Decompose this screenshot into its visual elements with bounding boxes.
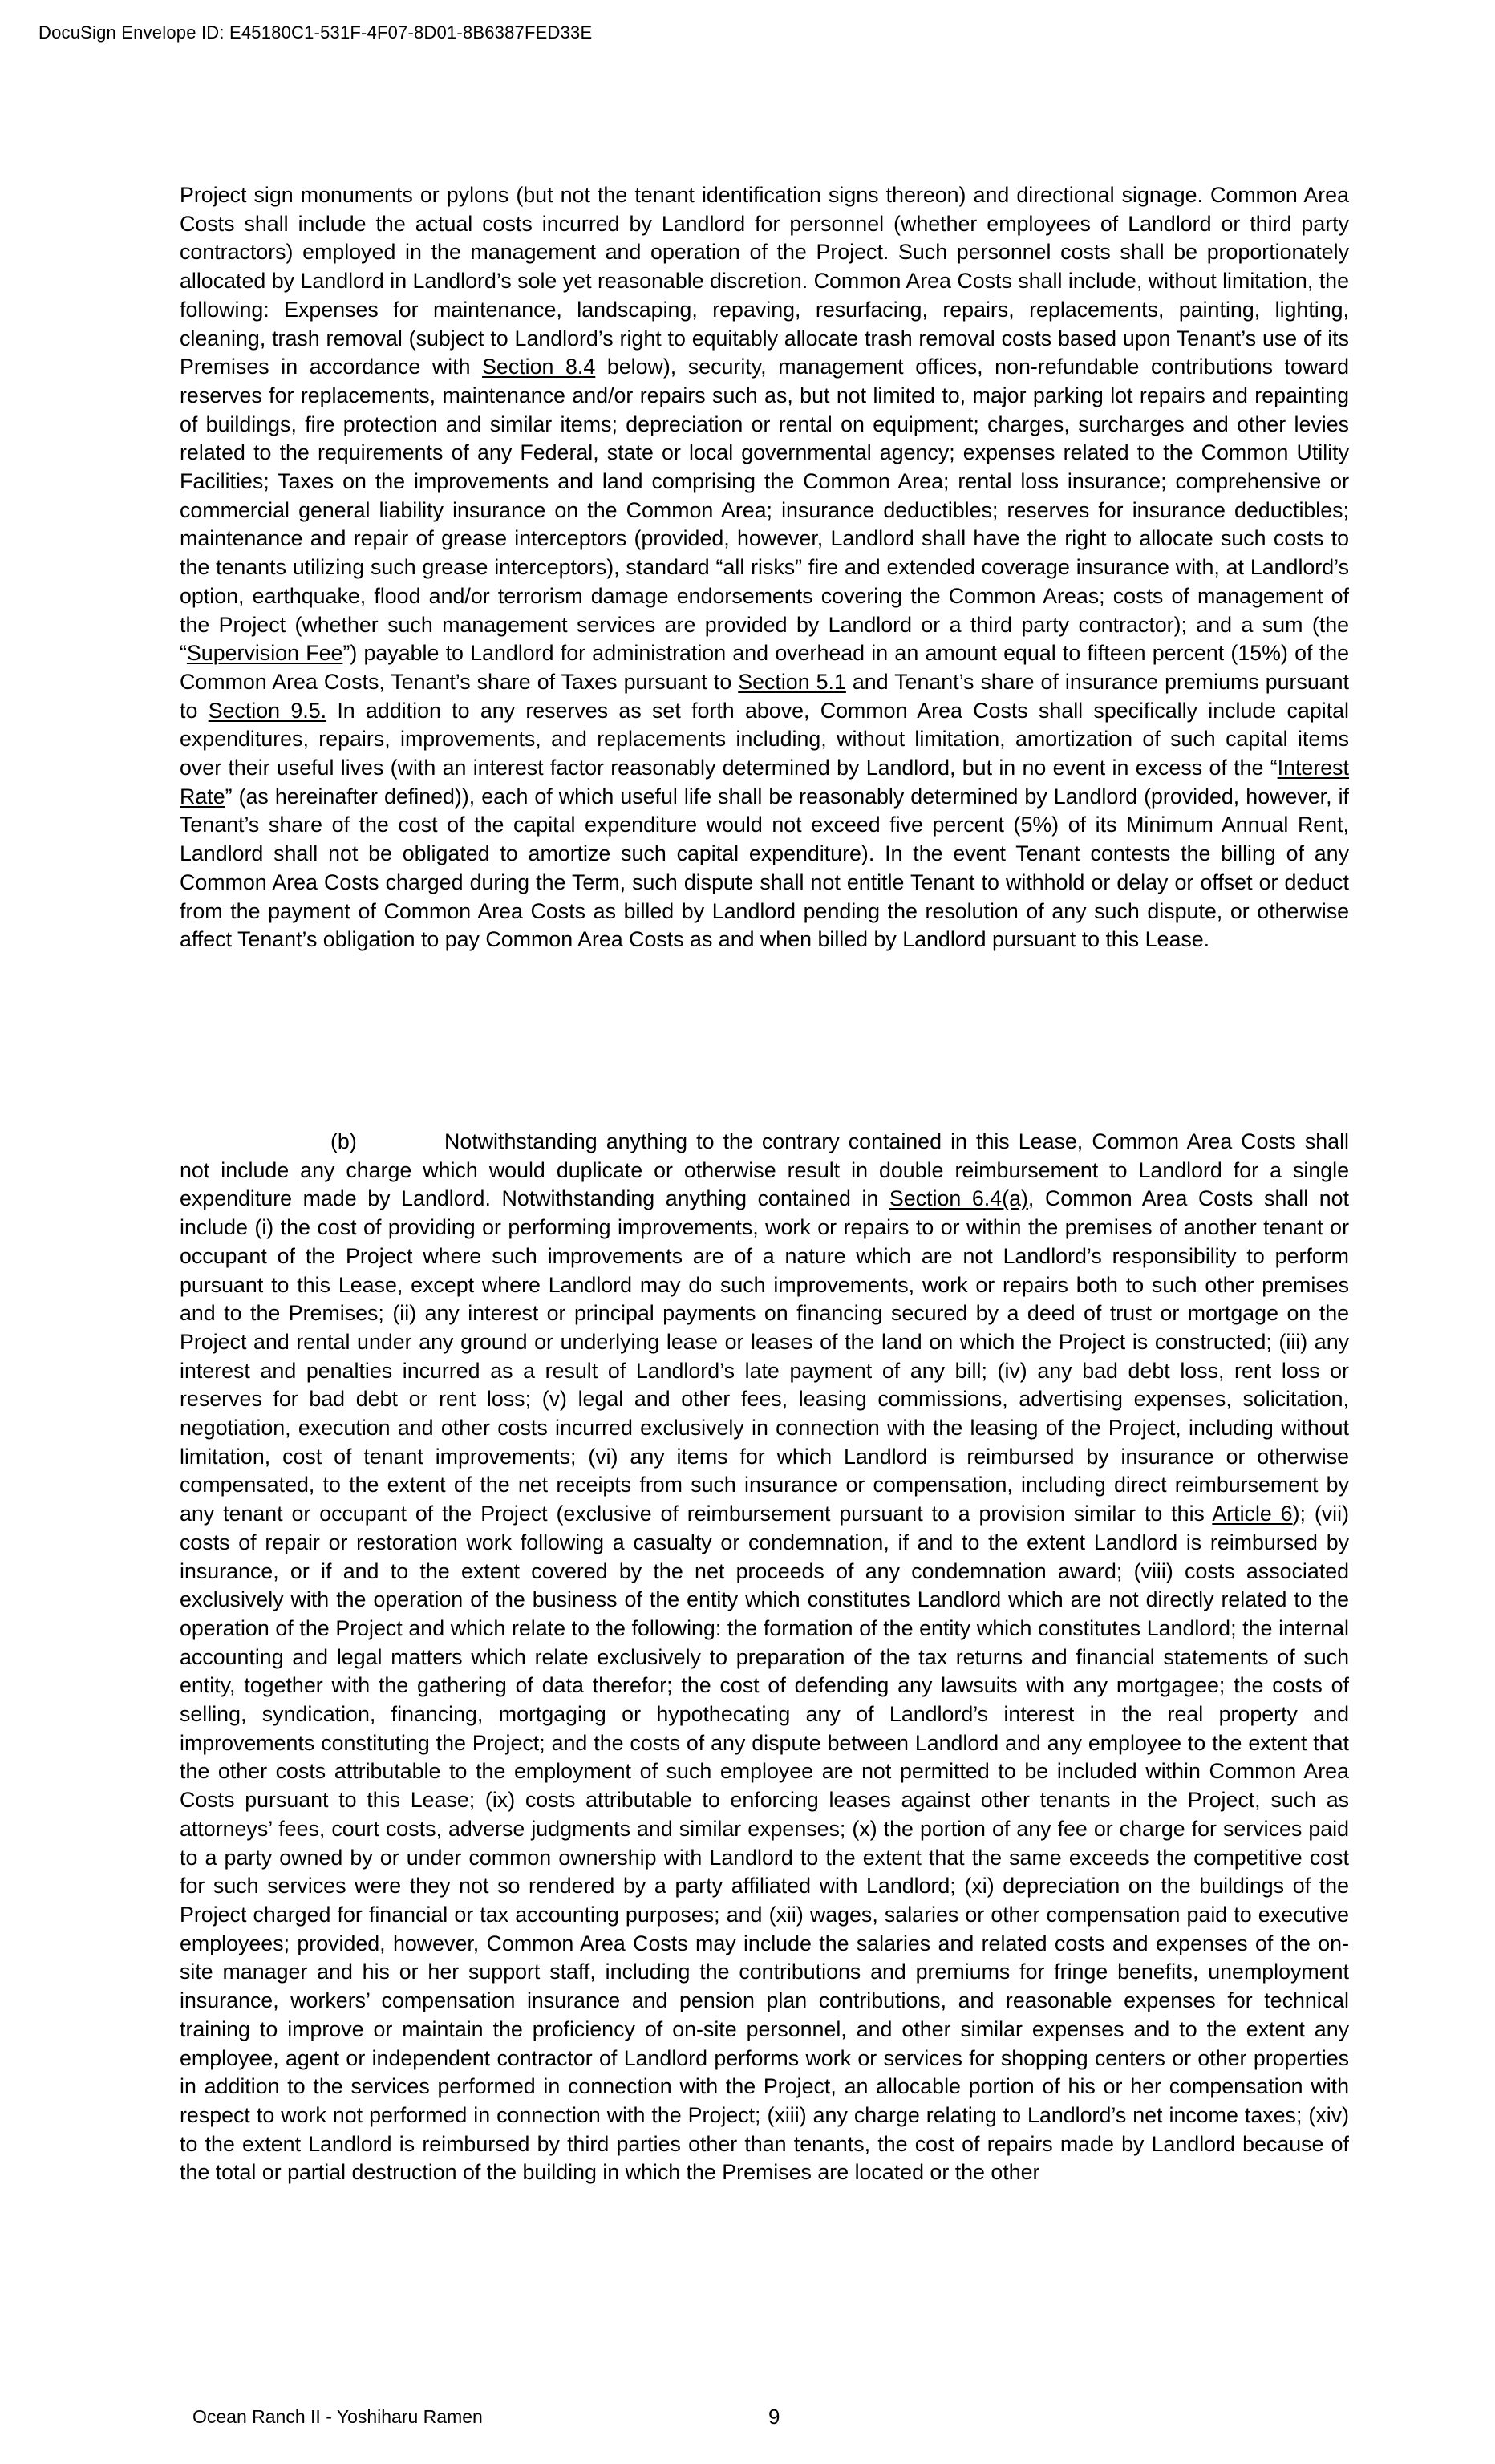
defined-term-supervision-fee: Supervision Fee	[186, 641, 343, 666]
defined-term-interest-rate: Interest Rate	[180, 756, 1349, 808]
footer-page-number: 9	[768, 2405, 780, 2429]
envelope-id-header: DocuSign Envelope ID: E45180C1-531F-4F07-8D01-8B6387FED33E	[38, 22, 593, 43]
text-run: ); (vii) costs of repair or restoration work following a casualty or condemnation, if and to the extent Landlord is reimbursed by insurance, or if and to the extent covered by the net proceeds of any condemnation award; (viii) costs associated exclusively with the operation of the business of the entity which constitutes Landlord which are not directly related to the operation of the Project and which relate to the following: the formation of the entity which constitutes Landlord; the internal accounting and legal matters which relate exclusively to preparation of the tax returns and financial statements of such entity, together with the gathering of data therefor; the cost of defending any lawsuits with any mortgagee; the costs of selling, syndication, financing, mortgaging or hypothecating any of Landlord’s interest in the real property and improvements constituting the Project; and the costs of any dispute between Landlord and any employee to the extent that the other costs attributable to the employment of such employee are not permitted to be included within Common Area Costs pursuant to this Lease; (ix) costs attributable to enforcing leases against other tenants in the Project, such as attorneys’ fees, court costs, adverse judgments and similar expenses; (x) the portion of any fee or charge for services paid to a party owned by or under common ownership with Landlord to the extent that the same exceeds the competitive cost for such services were they not so rendered by a party affiliated with Landlord; (xi) depreciation on the buildings of the Project charged for financial or tax accounting purposes; and (xii) wages, salaries or other compensation paid to executive employees; provided, however, Common Area Costs may include the salaries and related costs and expenses of the on-site manager and his or her support staff, including the contributions and premiums for fringe benefits, unemployment insurance, workers’ compensation insurance and pension plan contributions, and reasonable expenses for technical training to improve or maintain the proficiency of on-site personnel, and other similar expenses and to the extent any employee, agent or independent contractor of Landlord performs work or services for shopping centers or other properties in addition to the services performed in connection with the Project, an allocable portion of his or her compensation with respect to work not performed in connection with the Project; (xiii) any charge relating to Landlord’s net income taxes; (xiv) to the extent Landlord is reimbursed by third parties other than tenants, the cost of repairs made by Landlord because of the total or partial destruction of the building in which the Premises are located or the other	[180, 1502, 1350, 2185]
text-run: and Tenant’s share of insurance premiums pursuant to	[180, 669, 1349, 723]
text-run: ”) payable to Landlord for administration and overhead in an amount equal to fifteen percent (15%) of the Common Area Costs, Tenant’s share of Taxes pursuant to	[180, 641, 1350, 694]
text-run: Notwithstanding anything to the contrary contained in this Lease, Common Area Costs shall not include any charge which would duplicate or otherwise result in double reimbursement to Landlord for a single expenditure made by Landlord. Notwithstanding anything contained in	[180, 1129, 1349, 1211]
paragraph-b-exclusions	[180, 1128, 1349, 2187]
paragraph-common-area-costs	[180, 181, 1349, 954]
cross-reference-section-8-4: Section 8.4	[482, 355, 596, 379]
text-run: ” (as hereinafter defined)), each of which useful life shall be reasonably determined by Landlord (provided, however, if Tenant’s share of the cost of the capital expenditure would not exceed five percent (5%) of its Minimum Annual Rent, Landlord shall not be obligated to amortize such capital expenditure). In the event Tenant contests the billing of any Common Area Costs charged during the Term, such dispute shall not entitle Tenant to withhold or delay or offset or deduct from the payment of Common Area Costs as billed by Landlord pending the resolution of any such dispute, or otherwise affect Tenant’s obligation to pay Common Area Costs as and when billed by Landlord pursuant to this Lease.	[180, 784, 1349, 952]
paragraph-label-b: (b)	[330, 1129, 357, 1153]
cross-reference-section-5-1: Section 5.1	[738, 669, 846, 694]
text-run: In addition to any reserves as set forth above, Common Area Costs shall specifically include capital expenditures, repairs, improvements, and replacements including, without limitation, amortization of such capital items over their useful lives (with an interest factor reasonably determined by Landlord, but in no event in excess of the “	[180, 698, 1349, 780]
cross-reference-section-6-4a: Section 6.4(a)	[889, 1186, 1028, 1211]
cross-reference-section-9-5: Section 9.5.	[208, 698, 327, 723]
text-run: Project sign monuments or pylons (but not the tenant identification signs thereon) and directional signage. Common Area Costs shall include the actual costs incurred by Landlord for personnel (whether employees of Landlord or third party contractors) employed in the management and operation of the Project. Such personnel costs shall be proportionately allocated by Landlord in Landlord’s sole yet reasonable discretion. Common Area Costs shall include, without limitation, the following: Expenses for maintenance, landscaping, repaving, resurfacing, repairs, replacements, painting, lighting, cleaning, trash removal (subject to Landlord’s right to equitably allocate trash removal costs based upon Tenant’s use of its Premises in accordance with	[180, 183, 1349, 379]
cross-reference-article-6: Article 6	[1212, 1502, 1293, 1526]
text-run: , Common Area Costs shall not include (i) the cost of providing or performing improvements, work or repairs to or within the premises of another tenant or occupant of the Project where such improvements are of a nature which are not Landlord’s responsibility to perform pursuant to this Lease, except where Landlord may do such improvements, work or repairs both to such other premises and to the Premises; (ii) any interest or principal payments on financing secured by a deed of trust or mortgage on the Project and rental under any ground or underlying lease or leases of the land on which the Project is constructed; (iii) any interest and penalties incurred as a result of Landlord’s late payment of any bill; (iv) any bad debt loss, rent loss or reserves for bad debt or rent loss; (v) legal and other fees, leasing commissions, advertising expenses, solicitation, negotiation, execution and other costs incurred exclusively in connection with the leasing of the Project, including without limitation, cost of tenant improvements; (vi) any items for which Landlord is reimbursed by insurance or otherwise compensated, to the extent of the net receipts from such insurance or compensation, including direct reimbursement by any tenant or occupant of the Project (exclusive of reimbursement pursuant to a provision similar to this	[180, 1186, 1350, 1526]
footer-document-name: Ocean Ranch II - Yoshiharu Ramen	[192, 2406, 483, 2427]
text-run: below), security, management offices, non-refundable contributions toward reserves for replacements, maintenance and/or repairs such as, but not limited to, major parking lot repairs and repainting of buildings, fire protection and similar items; depreciation or rental on equipment; charges, surcharges and other levies related to the requirements of any Federal, state or local governmental agency; expenses related to the Common Utility Facilities; Taxes on the improvements and land comprising the Common Area; rental loss insurance; comprehensive or commercial general liability insurance on the Common Area; insurance deductibles; reserves for insurance deductibles; maintenance and repair of grease interceptors (provided, however, Landlord shall have the right to allocate such costs to the tenants utilizing such grease interceptors), standard “all risks” fire and extended coverage insurance with, at Landlord’s option, earthquake, flood and/or terrorism damage endorsements covering the Common Areas; costs of management of the Project (whether such management services are provided by Landlord or a third party contractor); and a sum (the “	[180, 355, 1349, 666]
